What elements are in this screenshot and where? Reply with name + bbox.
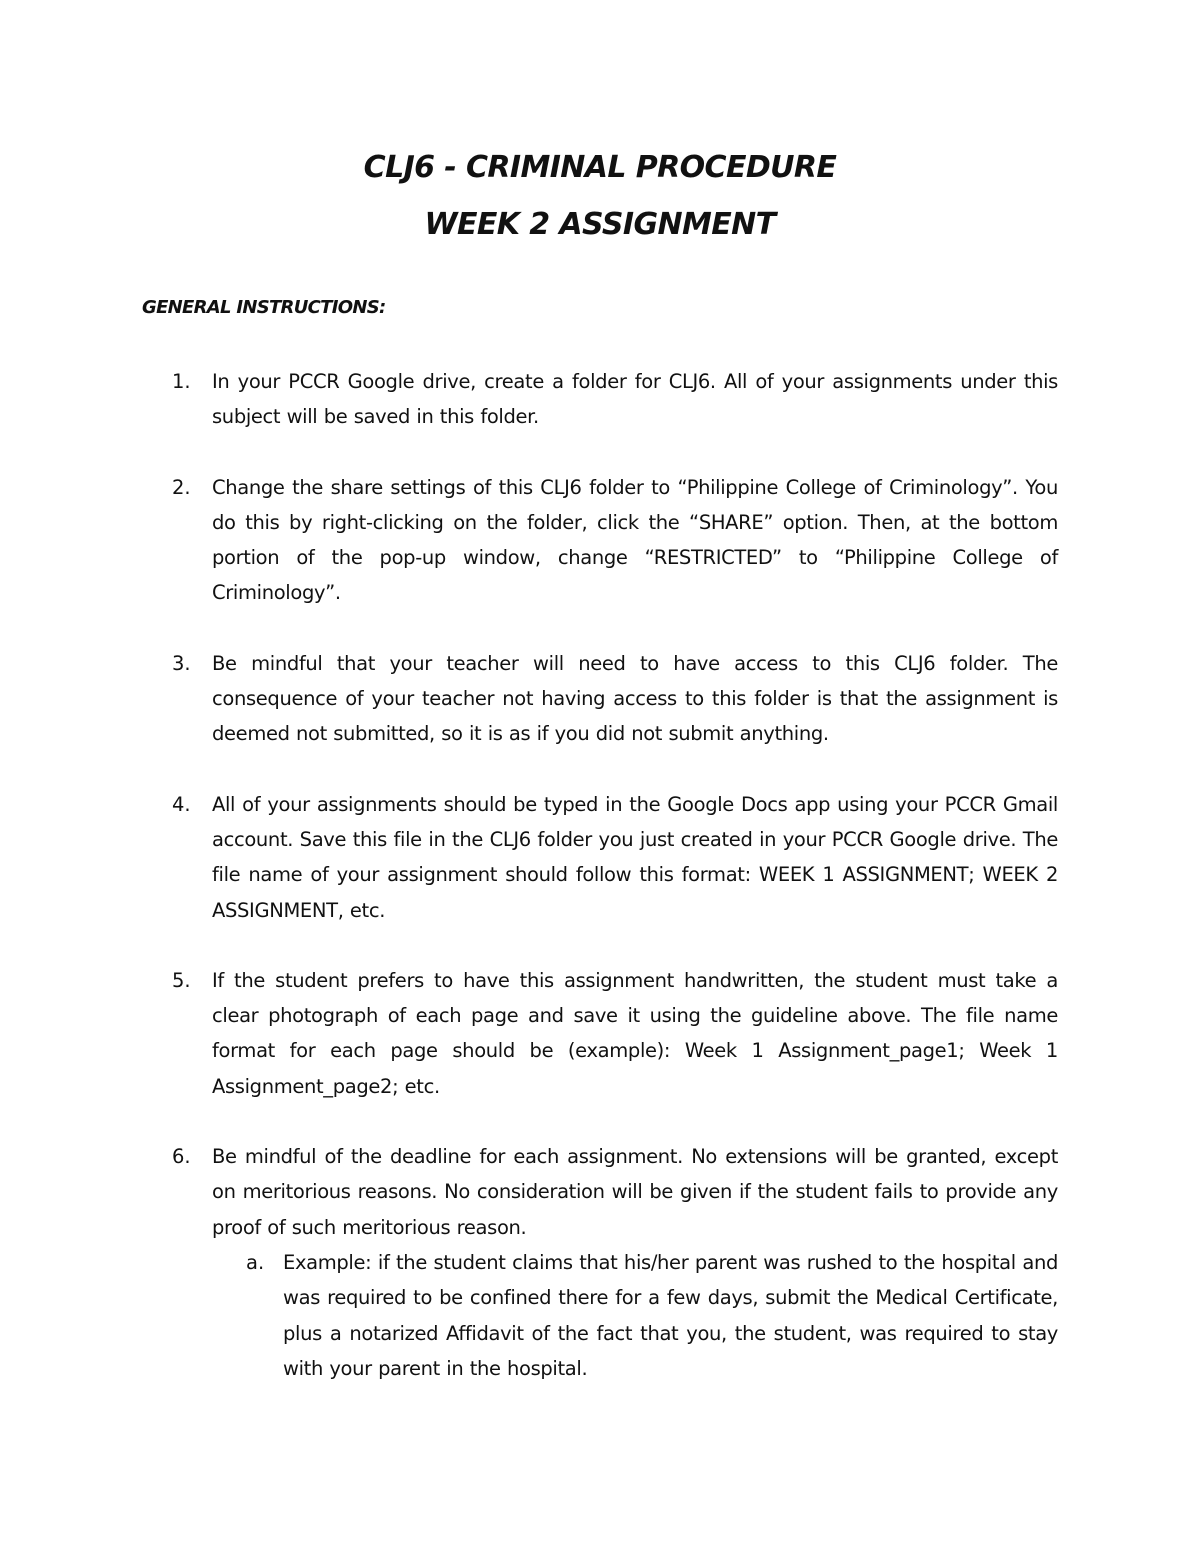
- item-text: Change the share settings of this CLJ6 folder to “Philippine College of Criminology”. You do this by right-clicking on the folder, click the “SHARE” option. Then, at the bottom portion of the pop-up window, change “RESTRICTED” to “Philippine College of Criminology”.: [212, 475, 1058, 605]
- instructions-list: [172, 364, 1058, 1421]
- item-number: 6.: [172, 1145, 191, 1169]
- item-number: 3.: [172, 651, 191, 675]
- document-title: CLJ6 - CRIMINAL PROCEDURE: [363, 150, 837, 185]
- item-text: If the student prefers to have this assignment handwritten, the student must take a clear photograph of each page and save it using the guideline above. The file name format for each page should be (example): Week 1 Assignment_page1; Week 1 Assignment_page2; etc.: [212, 968, 1058, 1098]
- list-item: [172, 646, 1058, 752]
- item-number: 5.: [172, 968, 191, 992]
- list-item: [172, 787, 1058, 928]
- list-item: [172, 963, 1058, 1104]
- item-number: 1.: [172, 370, 191, 393]
- item-text: All of your assignments should be typed in the Google Docs app using your PCCR Gmail account. Save this file in the CLJ6 folder you just created in your PCCR Google drive. The file name of your assignment should follow this format: WEEK 1 ASSIGNMENT; WEEK 2 ASSIGNMENT, etc.: [212, 792, 1058, 922]
- sub-list-item: [246, 1245, 1058, 1386]
- list-item: [172, 470, 1058, 611]
- document-subtitle: WEEK 2 ASSIGNMENT: [424, 207, 776, 242]
- item-number: 2.: [172, 475, 191, 499]
- item-number: 4.: [172, 792, 191, 816]
- item-text: In your PCCR Google drive, create a folder for CLJ6. All of your assignments under this subject will be saved in this folder.: [212, 370, 1058, 429]
- item-text: Be mindful of the deadline for each assignment. No extensions will be granted, except on meritorious reasons. No consideration will be given if the student fails to provide any proof of such meritorious reason.: [212, 1145, 1058, 1239]
- sub-item-letter: a.: [246, 1250, 265, 1274]
- list-item: [172, 1139, 1058, 1386]
- list-item: [172, 364, 1058, 435]
- sub-item-text: Example: if the student claims that his/her parent was rushed to the hospital and was required to be confined there for a few days, submit the Medical Certificate, plus a notarized Affidavit of the fact that you, the student, was required to stay with your parent in the hospital.: [283, 1250, 1058, 1380]
- item-text: Be mindful that your teacher will need to have access to this CLJ6 folder. The consequence of your teacher not having access to this folder is that the assignment is deemed not submitted, so it is as if you did not submit anything.: [212, 651, 1058, 746]
- section-heading: GENERAL INSTRUCTIONS:: [142, 297, 386, 318]
